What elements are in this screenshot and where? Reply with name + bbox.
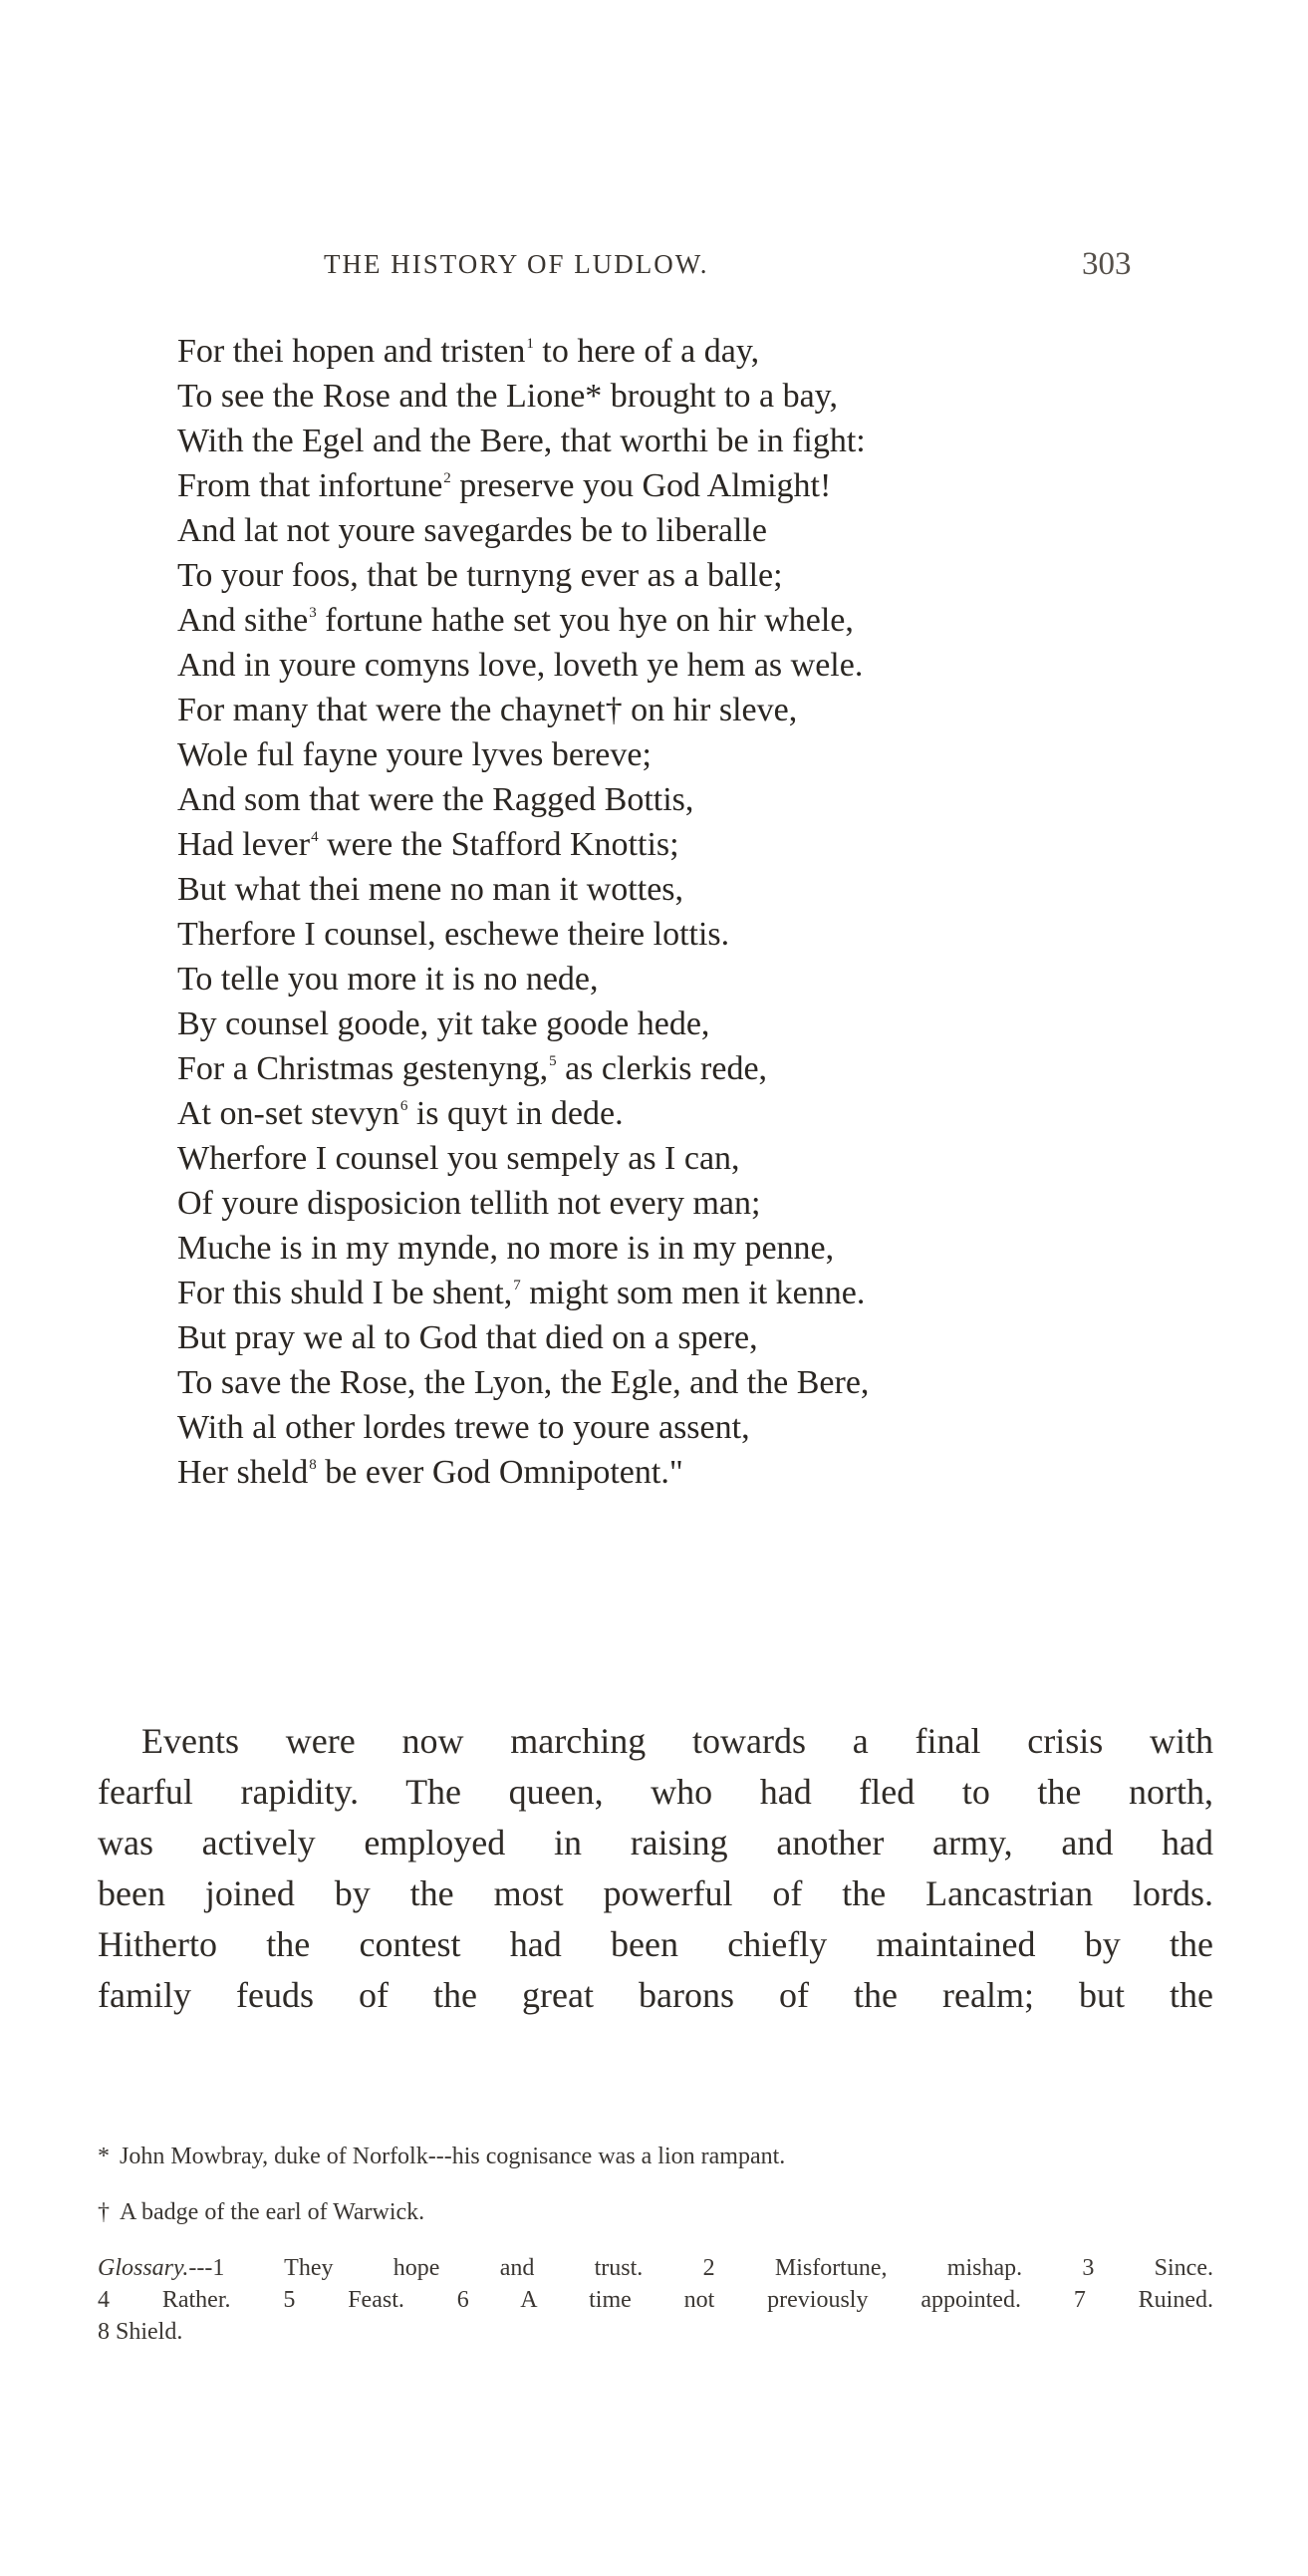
poem-line: [177, 957, 1203, 1002]
poem-line: [177, 508, 1203, 553]
poem-line: [177, 777, 1203, 822]
poem-line: [177, 643, 1203, 688]
poem-line: [177, 1136, 1203, 1181]
footnote-ref: 1: [526, 336, 534, 352]
glossary-label: Glossary.: [98, 2255, 189, 2281]
poem-line: [177, 1315, 1203, 1360]
poem-line-text: For this shuld I be shent,: [177, 1275, 513, 1311]
poem-line-text: For a Christmas gestenyng,: [177, 1050, 549, 1087]
poem-line-text: To telle you more it is no nede,: [177, 961, 599, 998]
poem-line-text: To save the Rose, the Lyon, the Egle, and the Bere,: [177, 1364, 870, 1401]
poem-line: [177, 419, 1203, 463]
poem-line-text: is quyt in dede.: [407, 1095, 624, 1132]
poem-line-text: Wole ful fayne youre lyves bereve;: [177, 736, 652, 773]
poem-line: [177, 553, 1203, 598]
poem-line: [177, 1091, 1203, 1136]
page-number: 303: [1082, 246, 1132, 282]
poem-line-text: And sithe: [177, 602, 309, 639]
poem-line: [177, 463, 1203, 508]
poem-line: [177, 1046, 1203, 1091]
prose-line: was actively employed in raising another army, and had: [98, 1823, 1213, 1862]
poem-line-text: But pray we al to God that died on a spere,: [177, 1319, 758, 1356]
poem-line-text: be ever God Omnipotent.": [316, 1454, 683, 1491]
poem-line-text: were the Stafford Knottis;: [318, 826, 679, 863]
poem-line-text: preserve you God Almight!: [450, 467, 832, 504]
glossary: [98, 2252, 1213, 2348]
footnote-ref: 5: [549, 1053, 557, 1069]
poem-line-text: Muche is in my mynde, no more is in my penne,: [177, 1230, 835, 1267]
poem-line-text: Therfore I counsel, eschewe theire lottis.: [177, 916, 730, 953]
poem-line-text: But what thei mene no man it wottes,: [177, 871, 684, 908]
poem-line: [177, 1226, 1203, 1271]
poem-line-text: With al other lordes trewe to youre assent,: [177, 1409, 750, 1446]
footnote-ref: 2: [443, 470, 451, 486]
poem-line: [177, 374, 1203, 419]
poem-line: [177, 598, 1203, 643]
footnote-ref: 4: [311, 829, 319, 845]
poem-line: [177, 867, 1203, 912]
poem-line-text: By counsel goode, yit take goode hede,: [177, 1005, 710, 1042]
prose-line: been joined by the most powerful of the Lancastrian lords.: [98, 1873, 1213, 1913]
poem-line-text: fortune hathe set you hye on hir whele,: [316, 602, 854, 639]
footnote-dagger-mark: †: [98, 2199, 110, 2225]
poem-line-text: With the Egel and the Bere, that worthi be in fight:: [177, 423, 866, 459]
footnote-star: [98, 2141, 1213, 2172]
page-header: [0, 246, 1308, 289]
poem-line: [177, 688, 1203, 732]
prose-paragraph: [98, 1716, 1213, 2021]
poem-line-text: might som men it kenne.: [520, 1275, 866, 1311]
footnote-ref: 3: [309, 605, 317, 621]
poem-line-text: Had lever: [177, 826, 311, 863]
footnote-star-text: John Mowbray, duke of Norfolk---his cognisance was a lion rampant.: [120, 2144, 786, 2169]
glossary-text: ---1 They hope and trust. 2 Misfortune, mishap. 3 Since.: [188, 2255, 1213, 2281]
prose-line: Hitherto the contest had been chiefly maintained by the: [98, 1924, 1213, 1964]
poem-line-text: For thei hopen and tristen: [177, 333, 526, 370]
poem-line: [177, 1405, 1203, 1450]
poem-line-text: To see the Rose and the Lione* brought to a bay,: [177, 378, 838, 415]
running-title: THE HISTORY OF LUDLOW.: [324, 249, 709, 279]
poem-line: [177, 1271, 1203, 1315]
prose-line: fearful rapidity. The queen, who had fled to the north,: [98, 1772, 1213, 1812]
footnote-star-mark: *: [98, 2144, 110, 2169]
poem-line-text: Of youre disposicion tellith not every man;: [177, 1185, 761, 1222]
poem-line-text: And som that were the Ragged Bottis,: [177, 781, 694, 818]
glossary-line: 8 Shield.: [98, 2319, 183, 2345]
poem-line-text: And in youre comyns love, loveth ye hem as wele.: [177, 647, 864, 684]
poem-line: [177, 732, 1203, 777]
poem-line: [177, 912, 1203, 957]
poem-line-text: to here of a day,: [533, 333, 760, 370]
footnote-ref: 8: [309, 1457, 317, 1473]
poem-line-text: From that infortune: [177, 467, 443, 504]
poem-line-text: To your foos, that be turnyng ever as a balle;: [177, 557, 783, 594]
footnote-ref: 7: [513, 1278, 521, 1293]
prose-line: Events were now marching towards a final crisis with: [141, 1721, 1213, 1761]
footnote-ref: 6: [399, 1098, 408, 1114]
poem-line-text: as clerkis rede,: [556, 1050, 768, 1087]
poem-line: [177, 1181, 1203, 1226]
poem-line-text: And lat not youre savegardes be to liberalle: [177, 512, 767, 549]
poem-line: [177, 822, 1203, 867]
poem-line: [177, 1002, 1203, 1046]
poem-line-text: Her sheld: [177, 1454, 309, 1491]
poem-line-text: For many that were the chaynet† on hir sleve,: [177, 692, 798, 728]
glossary-line: [98, 2252, 1213, 2284]
poem-line: [177, 1360, 1203, 1405]
glossary-line: 4 Rather. 5 Feast. 6 A time not previously appointed. 7 Ruined.: [98, 2287, 1213, 2313]
prose-line: family feuds of the great barons of the realm; but the: [98, 1975, 1213, 2015]
footnote-dagger: [98, 2196, 1213, 2228]
poem: [177, 329, 1203, 1495]
poem-line: [177, 1450, 1203, 1495]
poem-line-text: At on-set stevyn: [177, 1095, 399, 1132]
poem-line: [177, 329, 1203, 374]
footnote-dagger-text: A badge of the earl of Warwick.: [120, 2199, 425, 2225]
poem-line-text: Wherfore I counsel you sempely as I can,: [177, 1140, 740, 1177]
